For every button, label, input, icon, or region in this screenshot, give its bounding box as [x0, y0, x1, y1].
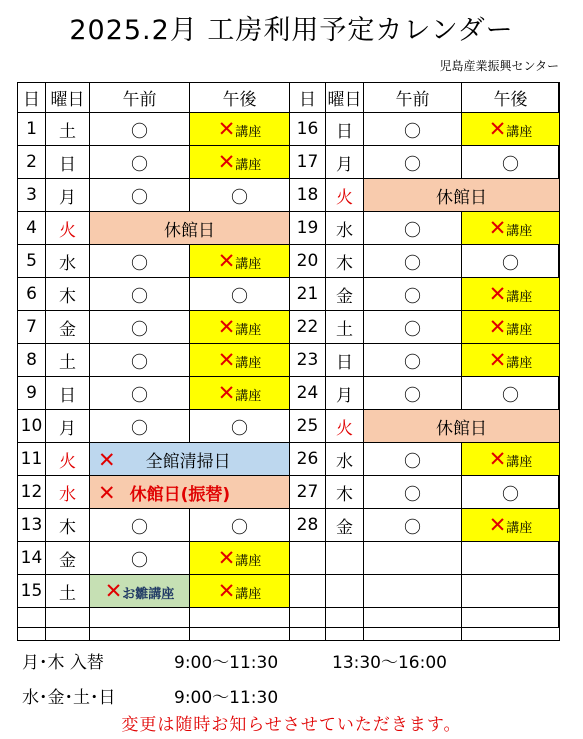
calendar-row: [18, 212, 290, 245]
day-number: 23: [290, 344, 326, 377]
weekday: 日: [326, 344, 364, 377]
x-mark-icon: ✕: [217, 546, 236, 570]
am-slot: [90, 575, 190, 608]
am-slot: [364, 476, 462, 509]
pm-slot: [190, 245, 290, 278]
pm-slot: [462, 344, 560, 377]
am-slot: [90, 278, 190, 311]
header-am: 午前: [364, 83, 462, 113]
open-circle-icon: 〇: [404, 517, 421, 538]
calendar-row: [290, 146, 560, 179]
x-mark-icon: ✕: [217, 579, 236, 603]
slot-label: 講座: [235, 323, 262, 338]
page-title: 2025.2月 工房利用予定カレンダー: [69, 15, 514, 46]
empty-cell: [326, 542, 364, 575]
am-slot: [364, 344, 462, 377]
day-number: 27: [290, 476, 326, 509]
slot-label: 講座: [506, 125, 533, 140]
weekday: 木: [326, 245, 364, 278]
x-mark-icon: ✕: [98, 480, 116, 505]
weekday: 木: [46, 278, 90, 311]
am-slot: [90, 146, 190, 179]
pm-slot: [462, 278, 560, 311]
day-number: 4: [18, 212, 46, 245]
slot-label: 講座: [506, 455, 533, 470]
day-number: 16: [290, 113, 326, 146]
day-number: 11: [18, 443, 46, 476]
day-number: 19: [290, 212, 326, 245]
weekday: 土: [46, 113, 90, 146]
hours-am: 9:00～11:30: [174, 653, 279, 673]
open-circle-icon: 〇: [502, 385, 519, 406]
weekday: 金: [46, 542, 90, 575]
weekday: 火: [326, 179, 364, 212]
day-number: 17: [290, 146, 326, 179]
slot-label: 講座: [235, 356, 262, 371]
am-slot: [364, 311, 462, 344]
closed-cell: 休館日: [90, 212, 290, 245]
empty-cell: [290, 542, 326, 575]
slot-label: 講座: [506, 290, 533, 305]
open-circle-icon: 〇: [231, 187, 248, 208]
weekday: 土: [46, 575, 90, 608]
am-slot: [90, 179, 190, 212]
weekday: 月: [326, 377, 364, 410]
empty-cell: [290, 608, 326, 641]
notice-text: 変更は随時お知らせさせていただきます。: [121, 715, 462, 735]
x-mark-icon: ✕: [488, 348, 507, 372]
slot-label: 講座: [506, 323, 533, 338]
open-circle-icon: 〇: [131, 286, 148, 307]
x-mark-icon: ✕: [217, 249, 236, 273]
header-weekday: 曜日: [326, 83, 364, 113]
x-mark-icon: ✕: [488, 282, 507, 306]
pm-slot: [190, 113, 290, 146]
am-slot: [90, 311, 190, 344]
am-slot: [364, 212, 462, 245]
day-number: 22: [290, 311, 326, 344]
special-label: 全館清掃日: [145, 451, 231, 472]
header-row: [18, 83, 290, 113]
calendar-row: [290, 212, 560, 245]
calendar-table-right: [289, 82, 560, 641]
open-circle-icon: 〇: [131, 154, 148, 175]
open-circle-icon: 〇: [404, 484, 421, 505]
x-mark-icon: ✕: [98, 447, 116, 472]
am-slot: [90, 245, 190, 278]
x-mark-icon: ✕: [217, 315, 236, 339]
x-mark-icon: ✕: [488, 315, 507, 339]
calendar-row: [290, 509, 560, 542]
cleaning-day-cell: [90, 443, 290, 476]
pm-slot: [462, 377, 560, 410]
slot-label: 講座: [235, 257, 262, 272]
pm-slot: [190, 542, 290, 575]
closed-cell: 休館日: [364, 179, 560, 212]
calendar-row: [18, 443, 290, 476]
slot-label: 講座: [235, 554, 262, 569]
weekday: 火: [46, 212, 90, 245]
calendar-row: [18, 245, 290, 278]
am-slot: [364, 146, 462, 179]
pm-slot: [190, 179, 290, 212]
open-circle-icon: 〇: [404, 121, 421, 142]
empty-cell: [90, 608, 190, 641]
open-circle-icon: 〇: [502, 484, 519, 505]
calendar-row: [18, 377, 290, 410]
calendar-row: [18, 278, 290, 311]
calendar-row: [18, 542, 290, 575]
day-number: 26: [290, 443, 326, 476]
day-number: 14: [18, 542, 46, 575]
x-mark-icon: ✕: [488, 513, 507, 537]
am-slot: [90, 377, 190, 410]
open-circle-icon: 〇: [131, 253, 148, 274]
weekday: 水: [46, 476, 90, 509]
open-circle-icon: 〇: [404, 385, 421, 406]
am-slot: [364, 443, 462, 476]
open-circle-icon: 〇: [131, 187, 148, 208]
open-circle-icon: 〇: [231, 517, 248, 538]
am-slot: [90, 113, 190, 146]
am-slot: [364, 509, 462, 542]
day-number: 25: [290, 410, 326, 443]
open-circle-icon: 〇: [404, 220, 421, 241]
calendar-row: [18, 179, 290, 212]
open-circle-icon: 〇: [404, 253, 421, 274]
pm-slot: [462, 443, 560, 476]
empty-cell: [462, 575, 560, 608]
weekday: 水: [326, 443, 364, 476]
open-circle-icon: 〇: [502, 154, 519, 175]
day-number: 12: [18, 476, 46, 509]
day-number: 9: [18, 377, 46, 410]
x-mark-icon: ✕: [217, 348, 236, 372]
pm-slot: [462, 212, 560, 245]
x-mark-icon: ✕: [217, 117, 236, 141]
header-weekday: 曜日: [46, 83, 90, 113]
open-circle-icon: 〇: [231, 418, 248, 439]
empty-row: [290, 608, 560, 641]
open-circle-icon: 〇: [131, 385, 148, 406]
am-slot: [90, 542, 190, 575]
open-circle-icon: 〇: [231, 286, 248, 307]
slot-label: 講座: [235, 125, 262, 140]
calendar-row: [18, 476, 290, 509]
open-circle-icon: 〇: [404, 319, 421, 340]
calendar-row: [18, 575, 290, 608]
calendar-row: [290, 179, 560, 212]
day-number: 6: [18, 278, 46, 311]
slot-label: 講座: [235, 389, 262, 404]
day-number: 20: [290, 245, 326, 278]
slot-label: 講座: [506, 356, 533, 371]
calendar-row: [290, 245, 560, 278]
weekday: 火: [326, 410, 364, 443]
day-number: 10: [18, 410, 46, 443]
weekday: 木: [46, 509, 90, 542]
header-day: 日: [290, 83, 326, 113]
empty-row: [290, 575, 560, 608]
pm-slot: [462, 509, 560, 542]
weekday: 月: [326, 146, 364, 179]
slot-label: 講座: [506, 521, 533, 536]
hours-days: 月･木 入替: [22, 653, 104, 673]
pm-slot: [190, 410, 290, 443]
calendar-row: [290, 410, 560, 443]
weekday: 金: [46, 311, 90, 344]
calendar-row: [290, 377, 560, 410]
empty-row: [290, 542, 560, 575]
pm-slot: [190, 278, 290, 311]
organization-name: 児島産業振興センター: [439, 59, 559, 73]
calendar-table-left: [17, 82, 290, 641]
open-circle-icon: 〇: [131, 121, 148, 142]
hours-pm: 13:30～16:00: [332, 653, 447, 673]
weekday: 土: [46, 344, 90, 377]
empty-row: [18, 608, 290, 641]
empty-cell: [364, 542, 462, 575]
am-slot: [90, 344, 190, 377]
empty-cell: [326, 575, 364, 608]
x-mark-icon: ✕: [217, 150, 236, 174]
weekday: 日: [326, 113, 364, 146]
header-day: 日: [18, 83, 46, 113]
x-mark-icon: ✕: [488, 117, 507, 141]
weekday: 水: [46, 245, 90, 278]
weekday: 金: [326, 509, 364, 542]
day-number: 18: [290, 179, 326, 212]
day-number: 15: [18, 575, 46, 608]
pm-slot: [462, 113, 560, 146]
calendar-row: [18, 344, 290, 377]
day-number: 3: [18, 179, 46, 212]
pm-slot: [462, 476, 560, 509]
pm-slot: [190, 311, 290, 344]
open-circle-icon: 〇: [131, 517, 148, 538]
weekday: 月: [46, 410, 90, 443]
header-am: 午前: [90, 83, 190, 113]
am-slot: [364, 245, 462, 278]
empty-cell: [462, 608, 560, 641]
pm-slot: [462, 311, 560, 344]
calendar-row: [290, 278, 560, 311]
day-number: 5: [18, 245, 46, 278]
empty-cell: [364, 608, 462, 641]
hours-days: 水･金･土･日: [22, 688, 116, 708]
x-mark-icon: ✕: [488, 447, 507, 471]
open-circle-icon: 〇: [404, 286, 421, 307]
open-circle-icon: 〇: [502, 253, 519, 274]
calendar-row: [290, 476, 560, 509]
weekday: 日: [46, 377, 90, 410]
empty-cell: [190, 608, 290, 641]
am-slot: [364, 113, 462, 146]
pm-slot: [190, 575, 290, 608]
slot-label: 講座: [235, 158, 262, 173]
empty-cell: [18, 608, 46, 641]
closed-cell: 休館日: [364, 410, 560, 443]
calendar-row: [290, 443, 560, 476]
pm-slot: [190, 377, 290, 410]
header-pm: 午後: [190, 83, 290, 113]
header-pm: 午後: [462, 83, 560, 113]
pm-slot: [462, 245, 560, 278]
day-number: 2: [18, 146, 46, 179]
calendar-row: [18, 146, 290, 179]
calendar-row: [290, 113, 560, 146]
empty-cell: [364, 575, 462, 608]
empty-cell: [290, 575, 326, 608]
weekday: 金: [326, 278, 364, 311]
pm-slot: [190, 344, 290, 377]
header-row: [290, 83, 560, 113]
empty-cell: [326, 608, 364, 641]
am-slot: [90, 509, 190, 542]
open-circle-icon: 〇: [404, 154, 421, 175]
open-circle-icon: 〇: [404, 352, 421, 373]
calendar-row: [18, 410, 290, 443]
pm-slot: [190, 146, 290, 179]
calendar-row: [18, 113, 290, 146]
substitute-holiday-cell: [90, 476, 290, 509]
weekday: 火: [46, 443, 90, 476]
slot-label: 講座: [235, 587, 262, 602]
weekday: 水: [326, 212, 364, 245]
x-mark-icon: ✕: [104, 579, 123, 603]
open-circle-icon: 〇: [404, 451, 421, 472]
x-mark-icon: ✕: [488, 216, 507, 240]
day-number: 1: [18, 113, 46, 146]
calendar-row: [18, 311, 290, 344]
am-slot: [364, 278, 462, 311]
day-number: 13: [18, 509, 46, 542]
calendar-row: [290, 311, 560, 344]
open-circle-icon: 〇: [131, 352, 148, 373]
pm-slot: [462, 146, 560, 179]
day-number: 28: [290, 509, 326, 542]
pm-slot: [190, 509, 290, 542]
weekday: 月: [46, 179, 90, 212]
day-number: 24: [290, 377, 326, 410]
calendar-row: [290, 344, 560, 377]
empty-cell: [46, 608, 90, 641]
slot-label: お雛講座: [122, 587, 175, 602]
calendar-row: [18, 509, 290, 542]
open-circle-icon: 〇: [131, 550, 148, 571]
open-circle-icon: 〇: [131, 418, 148, 439]
empty-cell: [462, 542, 560, 575]
weekday: 土: [326, 311, 364, 344]
day-number: 21: [290, 278, 326, 311]
special-label: 休館日(振替): [129, 484, 231, 505]
hours-am: 9:00～11:30: [174, 688, 279, 708]
am-slot: [364, 377, 462, 410]
day-number: 7: [18, 311, 46, 344]
weekday: 日: [46, 146, 90, 179]
day-number: 8: [18, 344, 46, 377]
slot-label: 講座: [506, 224, 533, 239]
weekday: 木: [326, 476, 364, 509]
am-slot: [90, 410, 190, 443]
open-circle-icon: 〇: [131, 319, 148, 340]
x-mark-icon: ✕: [217, 381, 236, 405]
